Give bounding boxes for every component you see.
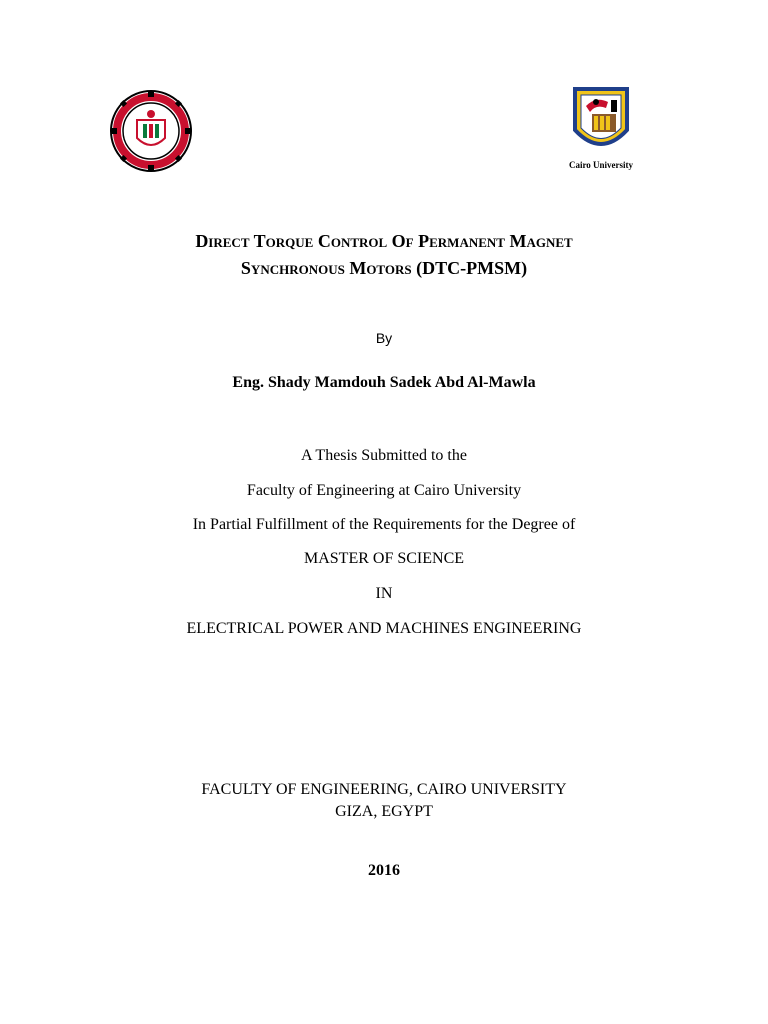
submission-line-2: Faculty of Engineering at Cairo University xyxy=(246,482,522,499)
year: 2016 xyxy=(368,862,400,879)
cairo-university-logo-icon xyxy=(556,86,646,158)
thesis-title-line-1: Direct Torque Control Of Permanent Magnet xyxy=(195,231,573,251)
thesis-title xyxy=(0,228,768,282)
by-label: By xyxy=(375,330,393,346)
institution-name: FACULTY OF ENGINEERING, CAIRO UNIVERSITY xyxy=(201,781,567,798)
field-of-study: ELECTRICAL POWER AND MACHINES ENGINEERING xyxy=(186,620,582,637)
location: GIZA, EGYPT xyxy=(335,803,433,820)
university-logo-caption: Cairo University xyxy=(568,160,634,170)
faculty-of-engineering-seal-icon xyxy=(110,90,192,172)
in-label: IN xyxy=(375,585,393,602)
degree-name: MASTER OF SCIENCE xyxy=(303,550,465,567)
thesis-title-line-2: Synchronous Motors (DTC-PMSM) xyxy=(240,258,528,278)
submission-line-3: In Partial Fulfillment of the Requirements for the Degree of xyxy=(192,516,576,533)
cairo-university-logo xyxy=(556,86,646,176)
author-name: Eng. Shady Mamdouh Sadek Abd Al-Mawla xyxy=(232,374,536,391)
submission-line-1: A Thesis Submitted to the xyxy=(301,447,467,464)
